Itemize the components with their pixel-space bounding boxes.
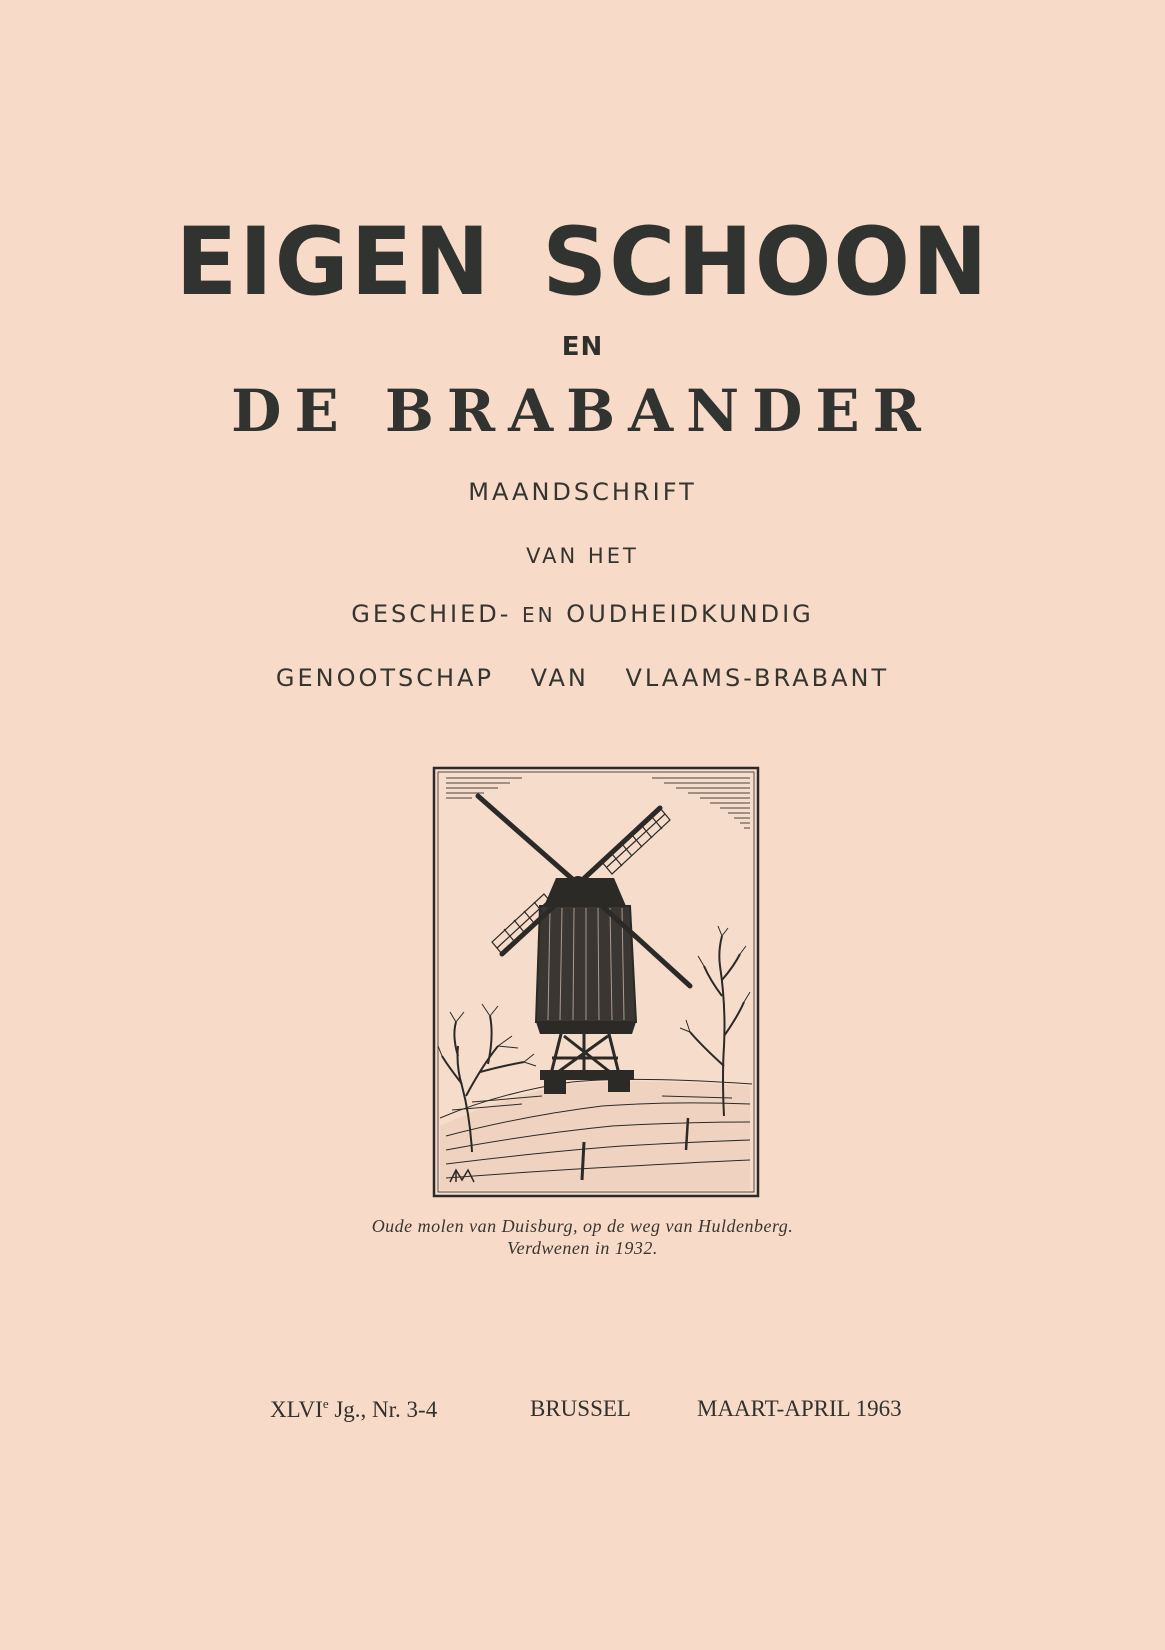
windmill-illustration bbox=[432, 766, 760, 1198]
publisher-line-2: VAN HET bbox=[526, 544, 639, 568]
issue-label: Jg., Nr. 3-4 bbox=[334, 1397, 438, 1422]
publisher-line-3-a: GESCHIED- bbox=[351, 600, 512, 628]
illustration-caption-line-1: Oude molen van Duisburg, op de weg van Huldenberg. bbox=[371, 1216, 794, 1236]
volume-numeral: XLVI bbox=[270, 1397, 323, 1422]
publication-type: MAANDSCHRIFT bbox=[468, 478, 697, 506]
journal-subtitle: DE BRABANDER bbox=[231, 377, 934, 445]
publisher-name: GENOOTSCHAP VAN VLAAMS-BRABANT bbox=[275, 664, 890, 692]
issue-footer bbox=[0, 1396, 1165, 1426]
publication-date: MAART-APRIL 1963 bbox=[697, 1396, 902, 1421]
illustration-caption-line-2: Verdwenen in 1932. bbox=[507, 1238, 658, 1258]
publication-city: BRUSSEL bbox=[530, 1396, 631, 1421]
publisher-line-3-c: OUDHEIDKUNDIG bbox=[566, 600, 814, 628]
publisher-line-3-b: EN bbox=[522, 603, 556, 627]
publisher-line-3 bbox=[0, 600, 1165, 628]
journal-title: EIGEN SCHOON bbox=[175, 208, 990, 317]
title-conjunction: EN bbox=[561, 332, 604, 362]
issue-number bbox=[270, 1396, 437, 1423]
volume-suffix: e bbox=[322, 1396, 329, 1411]
